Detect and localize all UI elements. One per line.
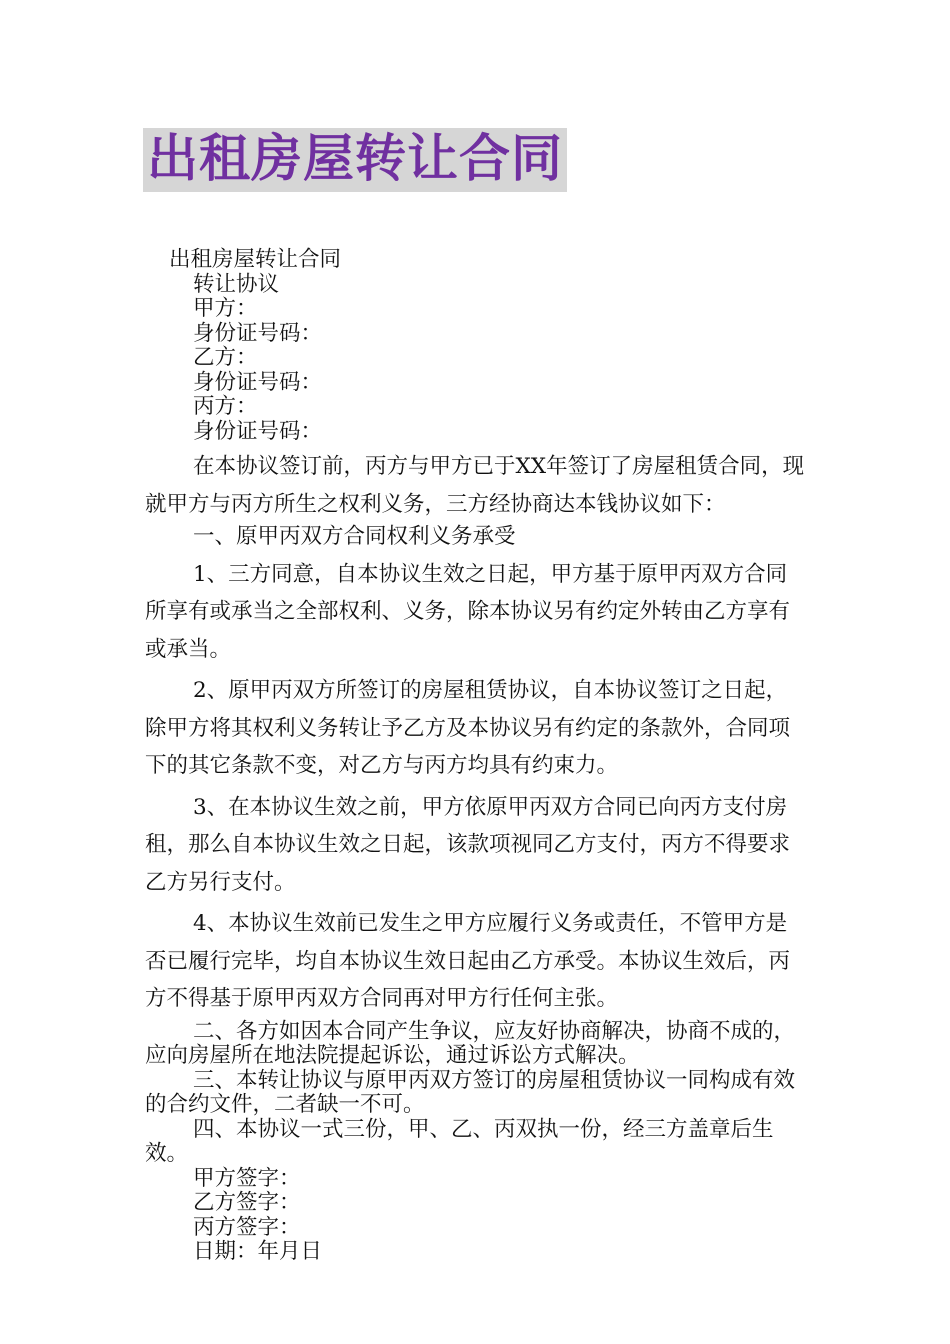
header-line: 甲方： <box>193 296 258 321</box>
section-paragraph: 三、本转让协议与原甲丙双方签订的房屋租赁协议一同构成有效的合约文件，二者缺一不可。 <box>145 1067 796 1117</box>
signature-line: 乙方签字： <box>193 1190 301 1215</box>
date-line: 日期：年月日 <box>193 1239 323 1264</box>
header-line: 身份证号码： <box>193 418 323 444</box>
header-line: 身份证号码： <box>193 320 323 346</box>
clause-paragraph: 2、原甲丙双方所签订的房屋租赁协议，自本协议签订之日起，除甲方将其权利义务转让予乙方及本协议另有约定的条款外，合同项下的其它条款不变，对乙方与丙方均具有约束力。 <box>145 678 791 778</box>
document-subtitle: 出租房屋转让合同 <box>169 247 342 272</box>
signature-line: 丙方签字： <box>193 1214 301 1240</box>
section-paragraph: 四、本协议一式三份，甲、乙、丙双执一份，经三方盖章后生效。 <box>145 1116 774 1166</box>
header-line: 乙方： <box>193 345 258 370</box>
clause-paragraph: 1、三方同意，自本协议生效之日起，甲方基于原甲丙双方合同所享有或承当之全部权利、义务，除本协议另有约定外转由乙方享有或承当。 <box>145 561 791 662</box>
document-title: 出租房屋转让合同 <box>147 130 564 189</box>
signature-line: 甲方签字： <box>193 1165 301 1191</box>
header-line: 转让协议 <box>193 271 280 297</box>
document-body <box>145 248 805 1265</box>
intro-paragraph: 在本协议签订前，丙方与甲方已于XX年签订了房屋租赁合同，现就甲方与丙方所生之权利义务，三方经协商达本钱协议如下： <box>145 454 805 517</box>
clause-paragraph: 4、本协议生效前已发生之甲方应履行义务或责任，不管甲方是否已履行完毕，均自本协议生效日起由乙方承受。本协议生效后，丙方不得基于原甲丙双方合同再对甲方行任何主张。 <box>145 911 791 1011</box>
title-highlight <box>143 128 567 192</box>
header-line: 身份证号码： <box>193 369 323 395</box>
section-paragraph: 二、各方如因本合同产生争议，应友好协商解决，协商不成的，应向房屋所在地法院提起诉讼，通过诉讼方式解决。 <box>145 1018 796 1068</box>
section-heading: 一、原甲丙双方合同权利义务承受 <box>193 524 516 549</box>
header-line: 丙方： <box>193 394 258 419</box>
clause-paragraph: 3、在本协议生效之前，甲方依原甲丙双方合同已向丙方支付房租，那么自本协议生效之日起，该款项视同乙方支付，丙方不得要求乙方另行支付。 <box>145 794 791 895</box>
